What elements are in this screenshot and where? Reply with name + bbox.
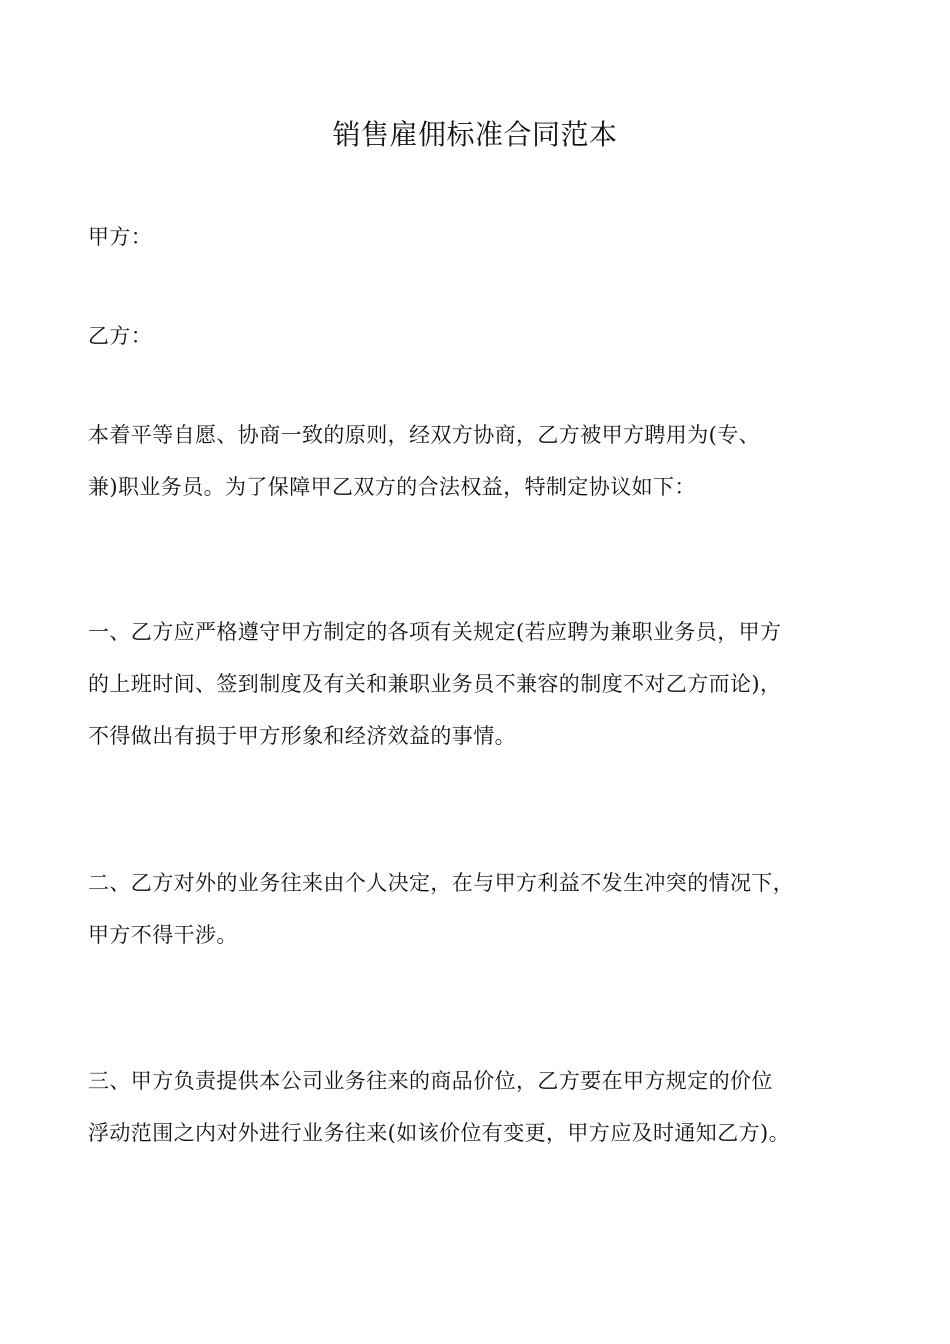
party-b-label: 乙方： [88, 324, 153, 348]
clause-2-line: 二、乙方对外的业务往来由个人决定，在与甲方利益不发生冲突的情况下， [88, 871, 795, 895]
clause-1-line: 不得做出有损于甲方形象和经济效益的事情。 [88, 724, 516, 748]
party-a-label: 甲方： [88, 225, 153, 249]
clause-1-line: 一、乙方应严格遵守甲方制定的各项有关规定(若应聘为兼职业务员，甲方 [88, 620, 782, 644]
clause-1-paragraph [88, 606, 878, 762]
intro-paragraph [88, 409, 878, 513]
clause-2-line: 甲方不得干涉。 [88, 923, 238, 947]
clause-3-line: 三、甲方负责提供本公司业务往来的商品价位，乙方要在甲方规定的价位 [88, 1069, 773, 1093]
clause-3-paragraph [88, 1055, 878, 1159]
clause-3-line: 浮动范围之内对外进行业务往来(如该价位有变更，甲方应及时通知乙方)。 [88, 1121, 790, 1145]
intro-line: 本着平等自愿、协商一致的原则，经双方协商，乙方被甲方聘用为(专、 [88, 423, 760, 447]
clause-2-paragraph [88, 857, 878, 961]
clause-1-line: 的上班时间、签到制度及有关和兼职业务员不兼容的制度不对乙方而论)， [88, 672, 782, 696]
document-title: 销售雇佣标准合同范本 [332, 118, 618, 151]
intro-line: 兼)职业务员。为了保障甲乙双方的合法权益，特制定协议如下： [88, 475, 696, 499]
